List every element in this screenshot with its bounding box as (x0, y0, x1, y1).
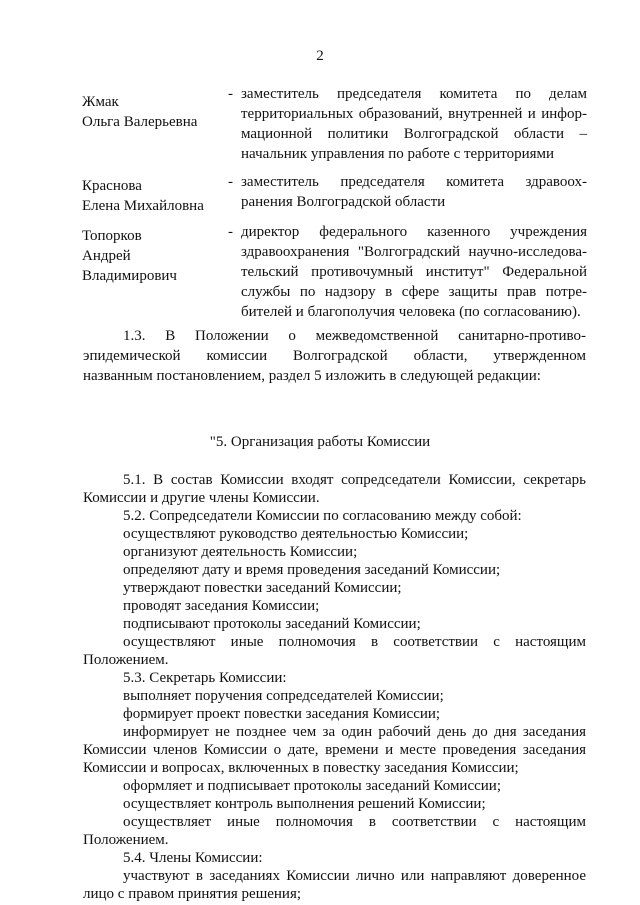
paragraph-line: Положением. (83, 832, 169, 848)
paragraph-line: названным постановлением, раздел 5 изложить в следующей редакции: (83, 368, 541, 384)
paragraph-line: выполняет поручения сопредседателей Комиссии; (123, 688, 444, 704)
paragraph-line: участвуют в заседаниях Комиссии лично или направляют доверенное (123, 868, 586, 884)
person-role (241, 172, 587, 212)
person-role (241, 84, 587, 164)
role-line: начальник управления по работе с территориями (241, 146, 555, 162)
person-name-line: Краснова (82, 178, 142, 194)
role-line: территориальных образований, внутренней и инфор- (241, 106, 587, 122)
paragraph-line: осуществляют руководство деятельностью Комиссии; (123, 526, 469, 542)
person-name-line: Андрей (82, 248, 131, 264)
person-name (82, 172, 227, 216)
role-line: мационной политики Волгоградской области – (241, 126, 587, 142)
paragraph-line: осуществляет контроль выполнения решений Комиссии; (123, 796, 486, 812)
role-line: бителей и благополучия человека (по согласованию). (241, 304, 581, 320)
paragraph-line: 5.3. Секретарь Комиссии: (123, 670, 287, 686)
paragraph-line: лицо с правом принятия решения; (83, 886, 302, 902)
paragraph-line: оформляет и подписывает протоколы заседаний Комиссии; (123, 778, 501, 794)
person-role (241, 222, 587, 322)
paragraph-line: 1.3. В Положении о межведомственной санитарно-противо- (123, 328, 586, 344)
person-name (82, 84, 227, 132)
role-line: здравоохранения "Волгоградский научно-исследова- (241, 244, 587, 260)
person-name (82, 222, 227, 286)
paragraph-line: подписывают протоколы заседаний Комиссии; (123, 616, 421, 632)
person-dash: - (228, 224, 233, 240)
paragraph-line: 5.4. Члены Комиссии: (123, 850, 263, 866)
paragraph-line: Комиссии и другие члены Комиссии. (83, 490, 320, 506)
paragraph-line: проводят заседания Комиссии; (123, 598, 320, 614)
role-line: тельский противочумный институт" Федеральной (241, 264, 587, 280)
paragraph-line: информирует не позднее чем за один рабочий день до дня заседания (123, 724, 586, 740)
paragraph-line: Комиссии членов Комиссии о дате, времени и месте проведения заседания (83, 742, 586, 758)
role-line: ранения Волгоградской области (241, 194, 446, 210)
paragraph-line: Положением. (83, 652, 169, 668)
paragraph-line: осуществляет иные полномочия в соответствии с настоящим (123, 814, 586, 830)
paragraph-line: осуществляют иные полномочия в соответствии с настоящим (123, 634, 586, 650)
page-number: 2 (316, 48, 324, 64)
paragraph-line: 5.1. В состав Комиссии входят сопредседатели Комиссии, секретарь (123, 472, 586, 488)
paragraph-line: эпидемической комиссии Волгоградской области, утвержденном (83, 348, 586, 364)
role-line: директор федерального казенного учреждения (241, 224, 587, 240)
paragraph-line: утверждают повестки заседаний Комиссии; (123, 580, 402, 596)
person-name-line: Топорков (82, 228, 142, 244)
section-heading: "5. Организация работы Комиссии (209, 434, 431, 450)
paragraph-line: организуют деятельность Комиссии; (123, 544, 358, 560)
person-name-line: Жмак (82, 94, 119, 110)
paragraph-line: Комиссии и вопросах, включенных в повестку заседания Комиссии; (83, 760, 519, 776)
person-name-line: Владимирович (82, 268, 177, 284)
paragraph-line: формирует проект повестки заседания Комиссии; (123, 706, 441, 722)
person-name-line: Елена Михайловна (82, 198, 204, 214)
role-line: заместитель председателя комитета по делам (241, 86, 587, 102)
role-line: службы по надзору в сфере защиты прав потре- (241, 284, 587, 300)
paragraph-line: определяют дату и время проведения заседаний Комиссии; (123, 562, 501, 578)
role-line: заместитель председателя комитета здравоох- (241, 174, 587, 190)
person-dash: - (228, 86, 233, 102)
paragraph-line: 5.2. Сопредседатели Комиссии по согласованию между собой: (123, 508, 522, 524)
person-name-line: Ольга Валерьевна (82, 114, 198, 130)
person-dash: - (228, 174, 233, 190)
